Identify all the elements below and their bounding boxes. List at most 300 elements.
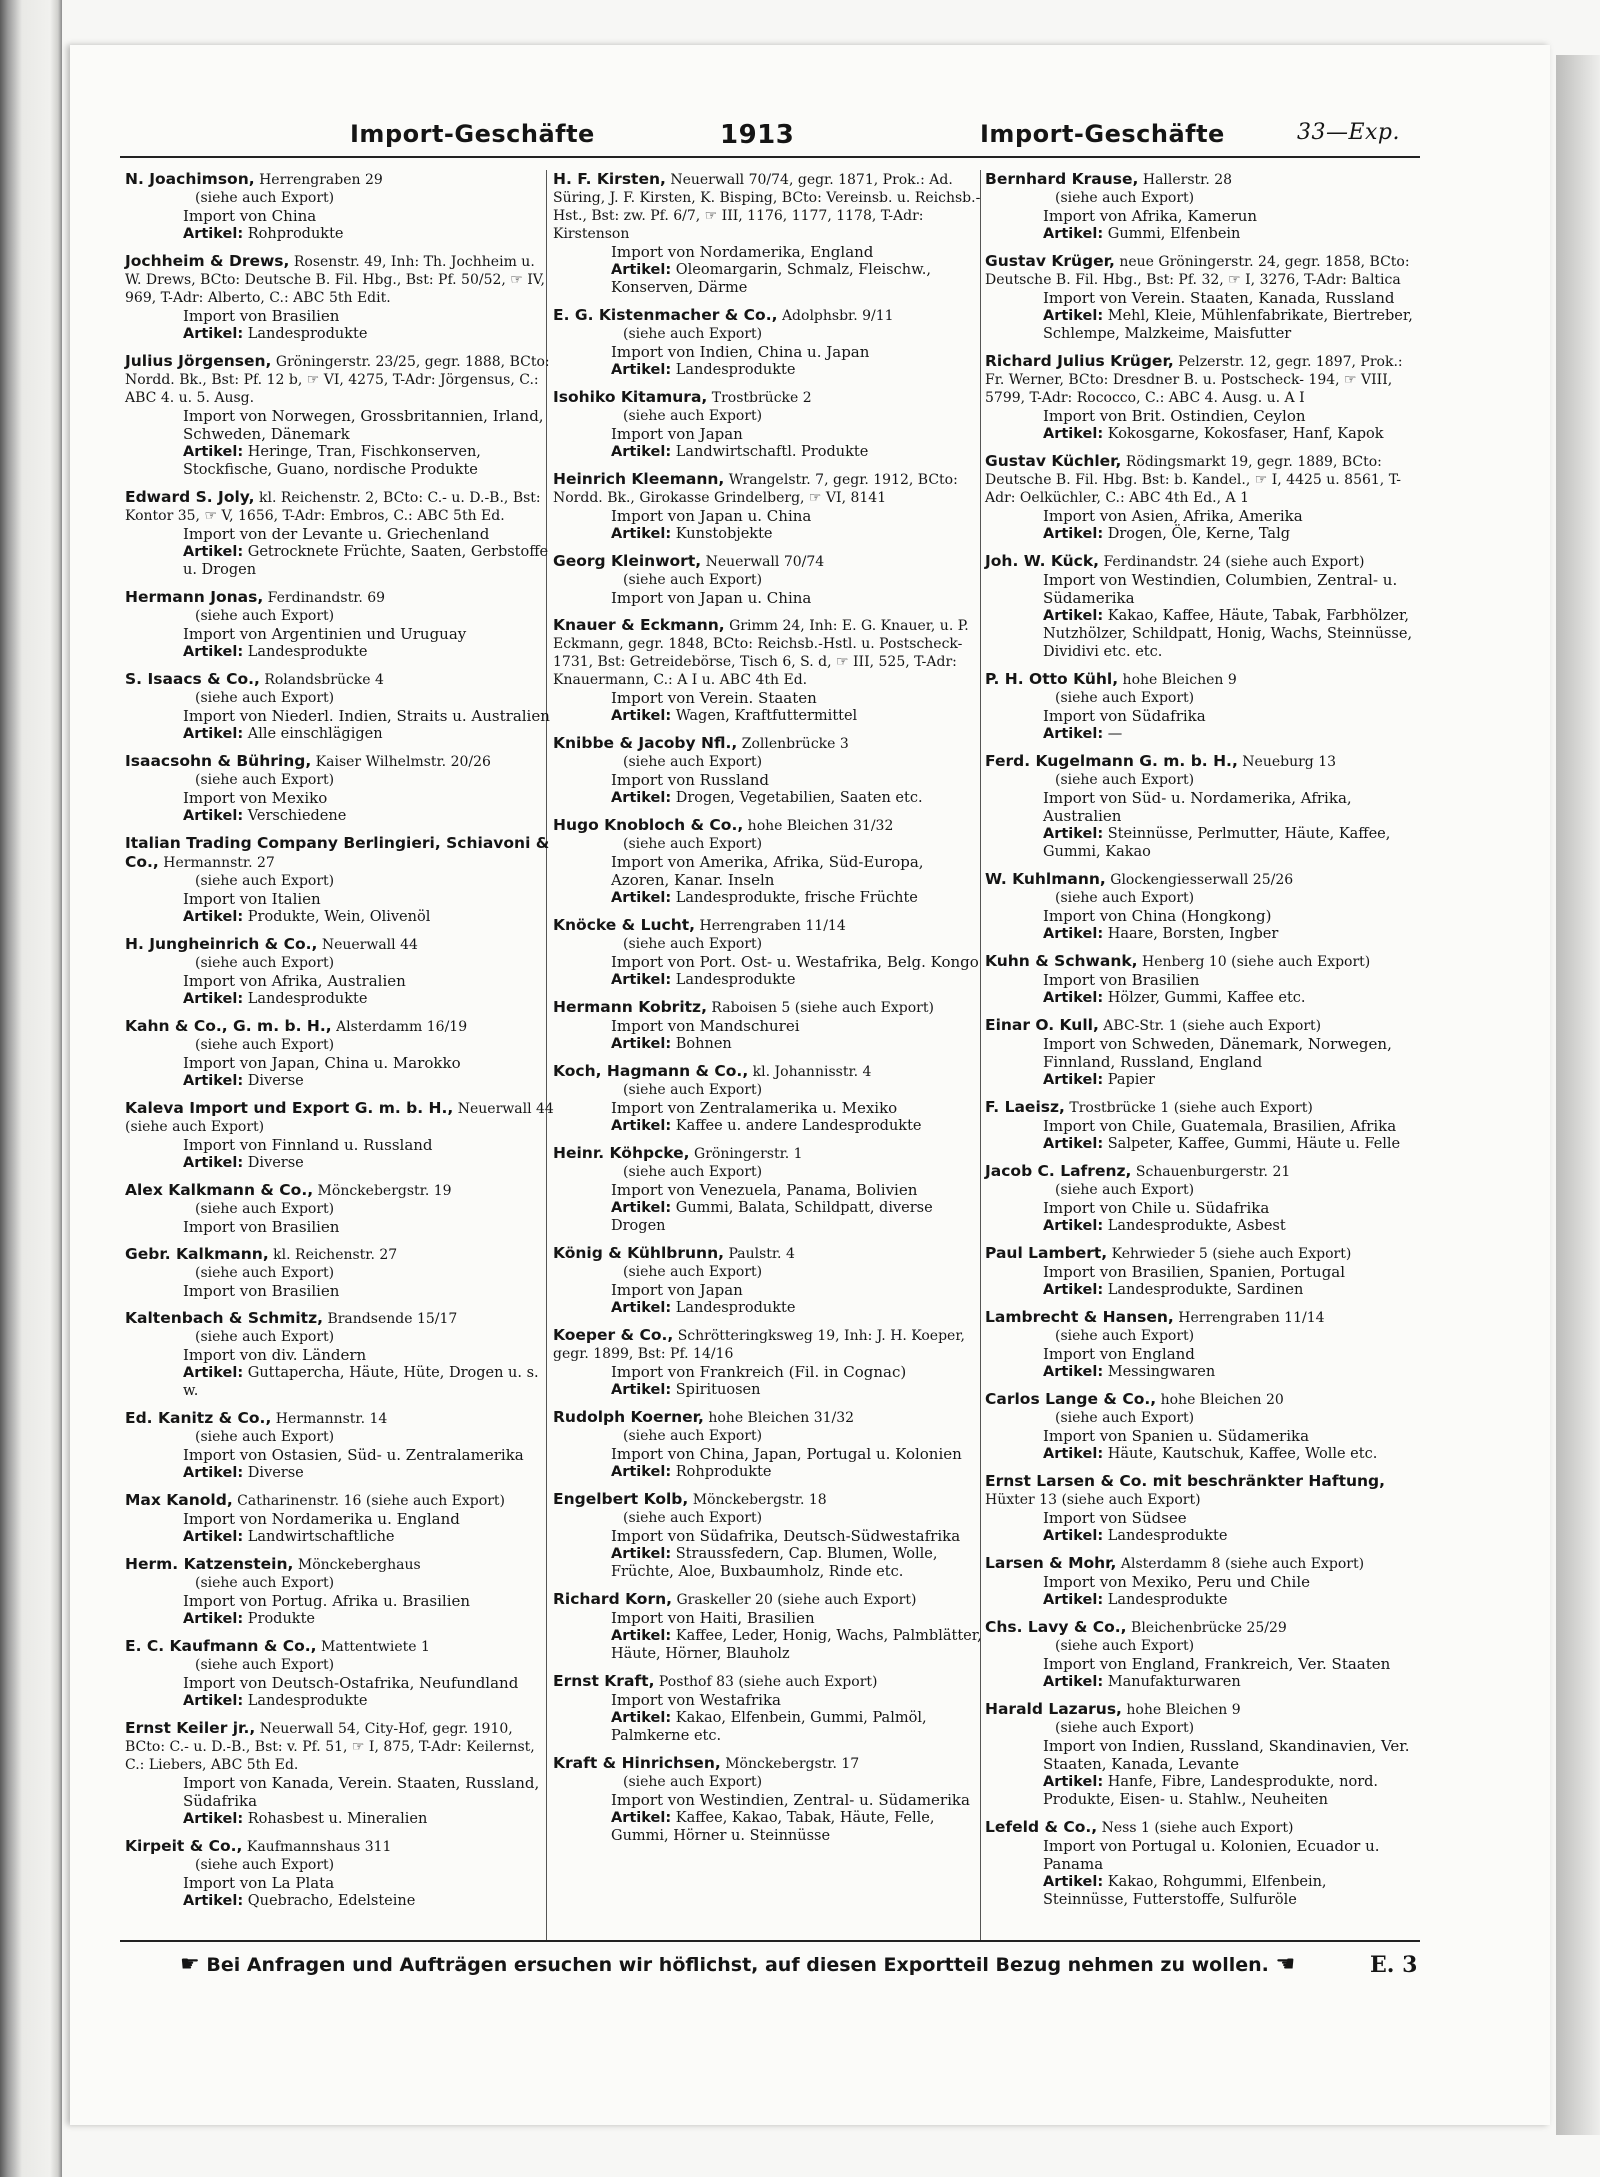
firm-address: Gröningerstr. 1 <box>689 1146 803 1162</box>
firm-entry <box>553 1062 983 1135</box>
firm-name: Hugo Knobloch & Co., <box>553 816 744 834</box>
artikel-value: Salpeter, Kaffee, Gummi, Häute u. Felle <box>1107 1136 1401 1152</box>
firm-name: P. H. Otto Kühl, <box>985 670 1119 688</box>
firm-name: Jacob C. Lafrenz, <box>985 1162 1132 1180</box>
firm-name: Ed. Kanitz & Co., <box>125 1409 272 1427</box>
firm-heading <box>553 1244 983 1263</box>
artikel-label: Artikel: <box>611 1118 672 1134</box>
artikel-label: Artikel: <box>183 326 244 342</box>
artikel-value: Rohasbest u. Mineralien <box>247 1811 428 1827</box>
firm-entry <box>125 1837 555 1910</box>
firm-address: hohe Bleichen 9 <box>1118 672 1237 688</box>
artikel-line <box>553 1809 983 1845</box>
artikel-line <box>985 925 1415 943</box>
import-line: Import von Indien, Russland, Skandinavien, Ver. Staaten, Kanada, Levante <box>1043 1737 1410 1773</box>
artikel-line <box>985 1217 1415 1235</box>
firm-entry <box>553 1408 983 1481</box>
import-line: Import von Deutsch-Ostafrika, Neufundland <box>183 1674 519 1692</box>
import-line: Import von Haiti, Brasilien <box>611 1609 815 1627</box>
firm-address: Herrengraben 29 <box>254 172 383 188</box>
firm-name: Hermann Jonas, <box>125 588 264 606</box>
import-line: Import von Russland <box>611 771 770 789</box>
import-line: Import von Afrika, Kamerun <box>1043 207 1258 225</box>
firm-name: Einar O. Kull, <box>985 1016 1099 1034</box>
firm-entry <box>985 670 1415 743</box>
import-line: Import von China <box>183 207 317 225</box>
firm-entry <box>985 1162 1415 1235</box>
firm-name: E. C. Kaufmann & Co., <box>125 1637 317 1655</box>
firm-entry <box>125 1099 555 1172</box>
firm-address: Kehrwieder 5 (siehe auch Export) <box>1107 1246 1352 1262</box>
firm-heading <box>125 1555 555 1574</box>
artikel-value: Rohprodukte <box>247 226 344 242</box>
firm-entry <box>985 452 1415 543</box>
import-line: Import von Finnland u. Russland <box>183 1136 433 1154</box>
artikel-label: Artikel: <box>1043 826 1104 842</box>
firm-name: S. Isaacs & Co., <box>125 670 260 688</box>
import-line: Import von der Levante u. Griechenland <box>183 525 490 543</box>
export-note: (siehe auch Export) <box>623 408 763 424</box>
firm-entry <box>553 1490 983 1581</box>
firm-heading <box>125 1491 555 1510</box>
firm-address: Hüxter 13 (siehe auch Export) <box>985 1492 1201 1508</box>
pointing-hand-left-icon: ☚ <box>1275 1952 1296 1977</box>
import-line: Import von Japan <box>611 1281 743 1299</box>
export-note: (siehe auch Export) <box>623 1774 763 1790</box>
artikel-label: Artikel: <box>611 1382 672 1398</box>
firm-heading <box>553 616 983 689</box>
firm-address: hohe Bleichen 20 <box>1156 1392 1284 1408</box>
firm-heading <box>985 1554 1415 1573</box>
firm-name: Gustav Küchler, <box>985 452 1122 470</box>
firm-name: Paul Lambert, <box>985 1244 1108 1262</box>
firm-name: Lambrecht & Hansen, <box>985 1308 1174 1326</box>
adjacent-page-edge <box>0 0 62 2177</box>
firm-address: Neuerwall 44 <box>317 937 418 953</box>
firm-heading <box>985 352 1415 407</box>
footer-notice <box>180 1952 1360 1977</box>
export-note: (siehe auch Export) <box>623 326 763 342</box>
artikel-line <box>553 1463 983 1481</box>
export-note: (siehe auch Export) <box>623 1264 763 1280</box>
export-note: (siehe auch Export) <box>195 955 335 971</box>
firm-address: Brandsende 15/17 <box>323 1311 458 1327</box>
import-line: Import von Portugal u. Kolonien, Ecuador u. Panama <box>1043 1837 1380 1873</box>
firm-entry <box>125 1637 555 1710</box>
import-line: Import von Brasilien, Spanien, Portugal <box>1043 1263 1346 1281</box>
firm-address: Schrötteringksweg 19, Inh: J. H. Koeper, gegr. 1899, Bst: Pf. 14/16 <box>553 1328 965 1362</box>
firm-heading <box>125 1309 555 1328</box>
artikel-label: Artikel: <box>1043 1446 1104 1462</box>
firm-heading <box>985 1016 1415 1035</box>
artikel-label: Artikel: <box>183 726 244 742</box>
firm-address: Glockengiesserwall 25/26 <box>1105 872 1294 888</box>
export-note: (siehe auch Export) <box>195 1201 335 1217</box>
firm-heading <box>125 588 555 607</box>
firm-address: Trostbrücke 2 <box>707 390 812 406</box>
import-line: Import von Portug. Afrika u. Brasilien <box>183 1592 471 1610</box>
artikel-value: Steinnüsse, Perlmutter, Häute, Kaffee, Gummi, Kakao <box>1043 826 1391 860</box>
export-note: (siehe auch Export) <box>623 754 763 770</box>
firm-entry <box>985 252 1415 343</box>
export-note: (siehe auch Export) <box>195 873 335 889</box>
artikel-value: Hölzer, Gummi, Kaffee etc. <box>1107 990 1306 1006</box>
firm-name: Lefeld & Co., <box>985 1818 1098 1836</box>
firm-entry <box>125 935 555 1008</box>
header-left-title: Import-Geschäfte <box>350 120 595 148</box>
artikel-label: Artikel: <box>1043 926 1104 942</box>
artikel-line <box>985 1363 1415 1381</box>
artikel-line <box>125 643 555 661</box>
export-note: (siehe auch Export) <box>195 772 335 788</box>
artikel-value: Getrocknete Früchte, Saaten, Gerbstoffe u. Drogen <box>183 544 549 578</box>
firm-entry <box>125 1719 555 1828</box>
firm-heading <box>125 1245 555 1264</box>
firm-entry <box>125 488 555 579</box>
firm-address: Alsterdamm 8 (siehe auch Export) <box>1116 1556 1365 1572</box>
firm-address: hohe Bleichen 31/32 <box>703 1410 855 1426</box>
artikel-value: Rohprodukte <box>675 1464 772 1480</box>
firm-entry <box>125 588 555 661</box>
artikel-value: Gummi, Balata, Schildpatt, diverse Drogen <box>611 1200 933 1234</box>
footer-page-mark: E. 3 <box>1370 1952 1418 1978</box>
artikel-line <box>125 1892 555 1910</box>
firm-heading <box>553 1590 983 1609</box>
firm-entry <box>985 552 1415 661</box>
artikel-label: Artikel: <box>1043 990 1104 1006</box>
firm-heading <box>125 1017 555 1036</box>
firm-heading <box>985 170 1415 189</box>
export-note: (siehe auch Export) <box>1055 1182 1195 1198</box>
import-line: Import von Brasilien <box>1043 971 1200 989</box>
firm-name: N. Joachimson, <box>125 170 255 188</box>
import-line: Import von Brasilien <box>183 307 340 325</box>
import-line: Import von Westindien, Columbien, Zentral- u. Südamerika <box>1043 571 1398 607</box>
artikel-label: Artikel: <box>1043 726 1104 742</box>
artikel-line <box>553 707 983 725</box>
firm-entry <box>553 1244 983 1317</box>
firm-heading <box>985 1390 1415 1409</box>
artikel-label: Artikel: <box>183 644 244 660</box>
firm-name: Ernst Larsen & Co. mit beschränkter Haftung, <box>985 1472 1386 1490</box>
artikel-value: Kakao, Kaffee, Häute, Tabak, Farbhölzer, Nutzhölzer, Schildpatt, Honig, Wachs, Steinnüsse, Dividivi etc. etc. <box>1043 608 1413 660</box>
firm-heading <box>553 734 983 753</box>
import-line: Import von Brasilien <box>183 1218 340 1236</box>
artikel-value: Drogen, Vegetabilien, Saaten etc. <box>675 790 923 806</box>
import-line: Import von Mexiko, Peru und Chile <box>1043 1573 1311 1591</box>
export-note: (siehe auch Export) <box>623 836 763 852</box>
import-line: Import von Kanada, Verein. Staaten, Russland, Südafrika <box>183 1774 540 1810</box>
artikel-label: Artikel: <box>1043 1072 1104 1088</box>
export-note: (siehe auch Export) <box>195 1657 335 1673</box>
artikel-line <box>985 1673 1415 1691</box>
firm-address: neue Gröningerstr. 24, gegr. 1858, BCto: Deutsche B. Fil. Hbg., Bst: Pf. 32, ☞ I, 3276, T-Adr: Baltica <box>985 254 1410 288</box>
firm-name: Kirpeit & Co., <box>125 1837 243 1855</box>
artikel-value: Oleomargarin, Schmalz, Fleischw., Konserven, Därme <box>611 262 931 296</box>
artikel-value: Verschiedene <box>247 808 347 824</box>
firm-entry <box>985 752 1415 861</box>
firm-heading <box>125 488 555 525</box>
firm-name: Heinr. Köhpcke, <box>553 1144 690 1162</box>
artikel-line <box>985 1527 1415 1545</box>
import-line: Import von Argentinien und Uruguay <box>183 625 467 643</box>
firm-name: Larsen & Mohr, <box>985 1554 1117 1572</box>
firm-name: Max Kanold, <box>125 1491 233 1509</box>
firm-address: Raboisen 5 (siehe auch Export) <box>706 1000 934 1016</box>
export-note: (siehe auch Export) <box>1055 1720 1195 1736</box>
firm-address: Ness 1 (siehe auch Export) <box>1097 1820 1294 1836</box>
artikel-value: Kakao, Rohgummi, Elfenbein, Steinnüsse, Futterstoffe, Sulfuröle <box>1043 1874 1327 1908</box>
import-line: Import von Nordamerika u. England <box>183 1510 460 1528</box>
artikel-label: Artikel: <box>1043 1364 1104 1380</box>
firm-name: Kraft & Hinrichsen, <box>553 1754 721 1772</box>
firm-heading <box>985 1308 1415 1327</box>
artikel-label: Artikel: <box>611 1464 672 1480</box>
export-note: (siehe auch Export) <box>623 1164 763 1180</box>
firm-address: Posthof 83 (siehe auch Export) <box>654 1674 878 1690</box>
import-line: Import von Spanien u. Südamerika <box>1043 1427 1310 1445</box>
firm-heading <box>553 170 983 243</box>
firm-entry <box>125 670 555 743</box>
firm-address: Henberg 10 (siehe auch Export) <box>1137 954 1371 970</box>
firm-name: Gustav Krüger, <box>985 252 1115 270</box>
artikel-line <box>553 1117 983 1135</box>
firm-address: Trostbrücke 1 (siehe auch Export) <box>1064 1100 1313 1116</box>
firm-name: Gebr. Kalkmann, <box>125 1245 269 1263</box>
firm-heading <box>125 752 555 771</box>
firm-address: Hallerstr. 28 <box>1138 172 1233 188</box>
artikel-value: Landesprodukte <box>247 991 368 1007</box>
import-line: Import von Nordamerika, England <box>611 243 874 261</box>
firm-address: Mattentwiete 1 <box>316 1639 430 1655</box>
firm-entry <box>553 1144 983 1235</box>
import-line: Import von England <box>1043 1345 1195 1363</box>
artikel-value: Kunstobjekte <box>675 526 773 542</box>
firm-address: Catharinenstr. 16 (siehe auch Export) <box>232 1493 505 1509</box>
firm-heading <box>985 1162 1415 1181</box>
artikel-value: Gummi, Elfenbein <box>1107 226 1241 242</box>
artikel-value: Quebracho, Edelsteine <box>247 1893 416 1909</box>
artikel-value: Manufakturwaren <box>1107 1674 1241 1690</box>
artikel-value: Mehl, Kleie, Mühlenfabrikate, Biertreber, Schlempe, Malzkeime, Maisfutter <box>1043 308 1413 342</box>
firm-entry <box>985 1016 1415 1089</box>
import-line: Import von Südafrika, Deutsch-Südwestafrika <box>611 1527 961 1545</box>
firm-address: Rosenstr. 49, Inh: Th. Jochheim u. W. Drews, BCto: Deutsche B. Fil. Hbg., Bst: Pf. 50/52, ☞ IV, 969, T-Adr: Alberto, C.: ABC 5th Edit. <box>125 254 545 306</box>
import-line: Import von Venezuela, Panama, Bolivien <box>611 1181 918 1199</box>
artikel-label: Artikel: <box>183 1811 244 1827</box>
firm-entry <box>125 1309 555 1400</box>
firm-entry <box>553 470 983 543</box>
artikel-label: Artikel: <box>183 1529 244 1545</box>
artikel-line <box>553 1381 983 1399</box>
firm-name: Knauer & Eckmann, <box>553 616 725 634</box>
artikel-value: Messingwaren <box>1107 1364 1216 1380</box>
firm-entry <box>553 916 983 989</box>
firm-entry <box>985 1098 1415 1153</box>
firm-name: König & Kühlbrunn, <box>553 1244 724 1262</box>
page-header <box>120 120 1420 158</box>
artikel-value: Drogen, Öle, Kerne, Talg <box>1107 526 1290 542</box>
firm-entry <box>125 1245 555 1300</box>
firm-name: E. G. Kistenmacher & Co., <box>553 306 778 324</box>
artikel-line <box>985 307 1415 343</box>
firm-entry <box>125 834 555 926</box>
firm-heading <box>985 1818 1415 1837</box>
firm-name: Bernhard Krause, <box>985 170 1139 188</box>
firm-entry <box>125 1017 555 1090</box>
firm-name: Knibbe & Jacoby Nfl., <box>553 734 738 752</box>
artikel-value: Kaffee, Leder, Honig, Wachs, Palmblätter, Häute, Hörner, Blauholz <box>611 1628 982 1662</box>
export-note: (siehe auch Export) <box>623 1510 763 1526</box>
firm-heading <box>125 1637 555 1656</box>
column-3 <box>985 170 1415 1918</box>
firm-entry <box>553 734 983 807</box>
firm-heading <box>985 670 1415 689</box>
firm-address: Mönckeberghaus <box>293 1557 421 1573</box>
firm-entry <box>125 1555 555 1628</box>
firm-address: Herrengraben 11/14 <box>695 918 846 934</box>
import-line: Import von China (Hongkong) <box>1043 907 1272 925</box>
artikel-line <box>553 889 983 907</box>
firm-entry <box>125 170 555 243</box>
import-line: Import von Mandschurei <box>611 1017 800 1035</box>
export-note: (siehe auch Export) <box>1055 772 1195 788</box>
artikel-line <box>553 1709 983 1745</box>
firm-entry <box>553 1754 983 1845</box>
artikel-label: Artikel: <box>183 1465 244 1481</box>
firm-name: Ernst Kraft, <box>553 1672 655 1690</box>
firm-entry <box>125 352 555 479</box>
firm-name: Knöcke & Lucht, <box>553 916 696 934</box>
artikel-value: Straussfedern, Cap. Blumen, Wolle, Früchte, Aloe, Buxbaumholz, Rinde etc. <box>611 1546 938 1580</box>
header-page-number: 33—Exp. <box>1296 120 1400 145</box>
firm-address: Neueburg 13 <box>1237 754 1337 770</box>
firm-entry <box>125 252 555 343</box>
artikel-line <box>985 1135 1415 1153</box>
artikel-line <box>125 1154 555 1172</box>
artikel-label: Artikel: <box>1043 1592 1104 1608</box>
artikel-line <box>125 443 555 479</box>
firm-heading <box>125 252 555 307</box>
artikel-label: Artikel: <box>611 1628 672 1644</box>
firm-address: Hermannstr. 14 <box>271 1411 388 1427</box>
firm-name: Heinrich Kleemann, <box>553 470 725 488</box>
pointing-hand-icon: ☛ <box>180 1952 200 1977</box>
artikel-label: Artikel: <box>611 362 672 378</box>
import-line: Import von Chile, Guatemala, Brasilien, Afrika <box>1043 1117 1397 1135</box>
artikel-label: Artikel: <box>611 1810 672 1826</box>
export-note: (siehe auch Export) <box>195 1429 335 1445</box>
import-line: Import von Westafrika <box>611 1691 781 1709</box>
firm-name: Isaacsohn & Bühring, <box>125 752 312 770</box>
artikel-line <box>553 1035 983 1053</box>
import-line: Import von Indien, China u. Japan <box>611 343 870 361</box>
firm-name: Kaleva Import und Export G. m. b. H., <box>125 1099 454 1117</box>
artikel-value: Heringe, Tran, Fischkonserven, Stockfische, Guano, nordische Produkte <box>183 444 481 478</box>
artikel-value: Produkte <box>247 1611 315 1627</box>
import-line: Import von Chile u. Südafrika <box>1043 1199 1270 1217</box>
firm-entry <box>553 1326 983 1399</box>
header-year: 1913 <box>720 120 795 150</box>
artikel-label: Artikel: <box>611 444 672 460</box>
import-line: Import von La Plata <box>183 1874 335 1892</box>
export-note: (siehe auch Export) <box>195 690 335 706</box>
firm-heading <box>985 870 1415 889</box>
export-note: (siehe auch Export) <box>195 190 335 206</box>
firm-entry <box>985 1472 1415 1545</box>
firm-heading <box>553 816 983 835</box>
firm-name: Koch, Hagmann & Co., <box>553 1062 749 1080</box>
artikel-label: Artikel: <box>183 1611 244 1627</box>
firm-address: Wrangelstr. 7, gegr. 1912, BCto: Nordd. Bk., Girokasse Grindelberg, ☞ VI, 8141 <box>553 472 958 506</box>
artikel-value: Guttapercha, Häute, Hüte, Drogen u. s. w. <box>183 1365 539 1399</box>
artikel-line <box>553 1545 983 1581</box>
firm-name: Italian Trading Company Berlingieri, Schiavoni & Co., <box>125 834 550 871</box>
artikel-line <box>985 225 1415 243</box>
import-line: Import von Frankreich (Fil. in Cognac) <box>611 1363 907 1381</box>
firm-heading <box>985 452 1415 507</box>
firm-heading <box>125 670 555 689</box>
artikel-value: Alle einschlägigen <box>247 726 383 742</box>
firm-name: Georg Kleinwort, <box>553 552 702 570</box>
firm-entry <box>985 352 1415 443</box>
header-right-title: Import-Geschäfte <box>980 120 1225 148</box>
import-line: Import von Ostasien, Süd- u. Zentralamerika <box>183 1446 524 1464</box>
import-line: Import von Japan <box>611 425 743 443</box>
import-line: Import von Japan, China u. Marokko <box>183 1054 461 1072</box>
firm-heading <box>553 998 983 1017</box>
firm-heading <box>985 1472 1415 1509</box>
artikel-label: Artikel: <box>1043 608 1104 624</box>
artikel-value: Landesprodukte, frische Früchte <box>675 890 918 906</box>
artikel-label: Artikel: <box>183 544 244 560</box>
import-line: Import von Norwegen, Grossbritannien, Irland, Schweden, Dänemark <box>183 407 544 443</box>
firm-address: Neuerwall 70/74, gegr. 1871, Prok.: Ad. Süring, J. F. Kirsten, K. Bisping, BCto: Vereinsb. u. Reichsb.-Hst., Bst: zw. Pf. 6/7, ☞ III, 1176, 1177, 1178, T-Adr: Kirstenson <box>553 172 981 242</box>
firm-entry <box>985 1700 1415 1809</box>
artikel-label: Artikel: <box>1043 1874 1104 1890</box>
import-line: Import von Süd- u. Nordamerika, Afrika, Australien <box>1043 789 1352 825</box>
artikel-label: Artikel: <box>1043 226 1104 242</box>
import-line: Import von Port. Ost- u. Westafrika, Belg. Kongo <box>611 953 979 971</box>
firm-name: F. Laeisz, <box>985 1098 1065 1116</box>
artikel-label: Artikel: <box>1043 1282 1104 1298</box>
firm-address: Gröningerstr. 23/25, gegr. 1888, BCto: Nordd. Bk., Bst: Pf. 12 b, ☞ VI, 4275, T-Adr: Jörgensus, C.: ABC 4. u. 5. Ausg. <box>125 354 550 406</box>
artikel-label: Artikel: <box>611 1036 672 1052</box>
artikel-label: Artikel: <box>183 1365 244 1381</box>
artikel-line <box>553 443 983 461</box>
artikel-value: Diverse <box>247 1465 304 1481</box>
import-line: Import von Zentralamerika u. Mexiko <box>611 1099 898 1117</box>
artikel-label: Artikel: <box>611 1546 672 1562</box>
artikel-value: Landesprodukte, Sardinen <box>1107 1282 1304 1298</box>
import-line: Import von Niederl. Indien, Straits u. Australien <box>183 707 550 725</box>
firm-address: Rödingsmarkt 19, gegr. 1889, BCto: Deutsche B. Fil. Hbg. Bst: b. Kandel., ☞ I, 4425 u. 8561, T-Adr: Oelküchler, C.: ABC 4th Ed., A 1 <box>985 454 1401 506</box>
artikel-label: Artikel: <box>611 1300 672 1316</box>
export-note: (siehe auch Export) <box>1055 690 1195 706</box>
export-note: (siehe auch Export) <box>623 1428 763 1444</box>
firm-heading <box>985 1244 1415 1263</box>
firm-entry <box>985 170 1415 243</box>
firm-entry <box>125 1409 555 1482</box>
artikel-line <box>553 261 983 297</box>
firm-name: Julius Jörgensen, <box>125 352 272 370</box>
artikel-line <box>985 1873 1415 1909</box>
column-1 <box>125 170 555 1919</box>
artikel-line <box>125 325 555 343</box>
firm-heading <box>553 1408 983 1427</box>
export-note: (siehe auch Export) <box>623 936 763 952</box>
artikel-line <box>553 361 983 379</box>
